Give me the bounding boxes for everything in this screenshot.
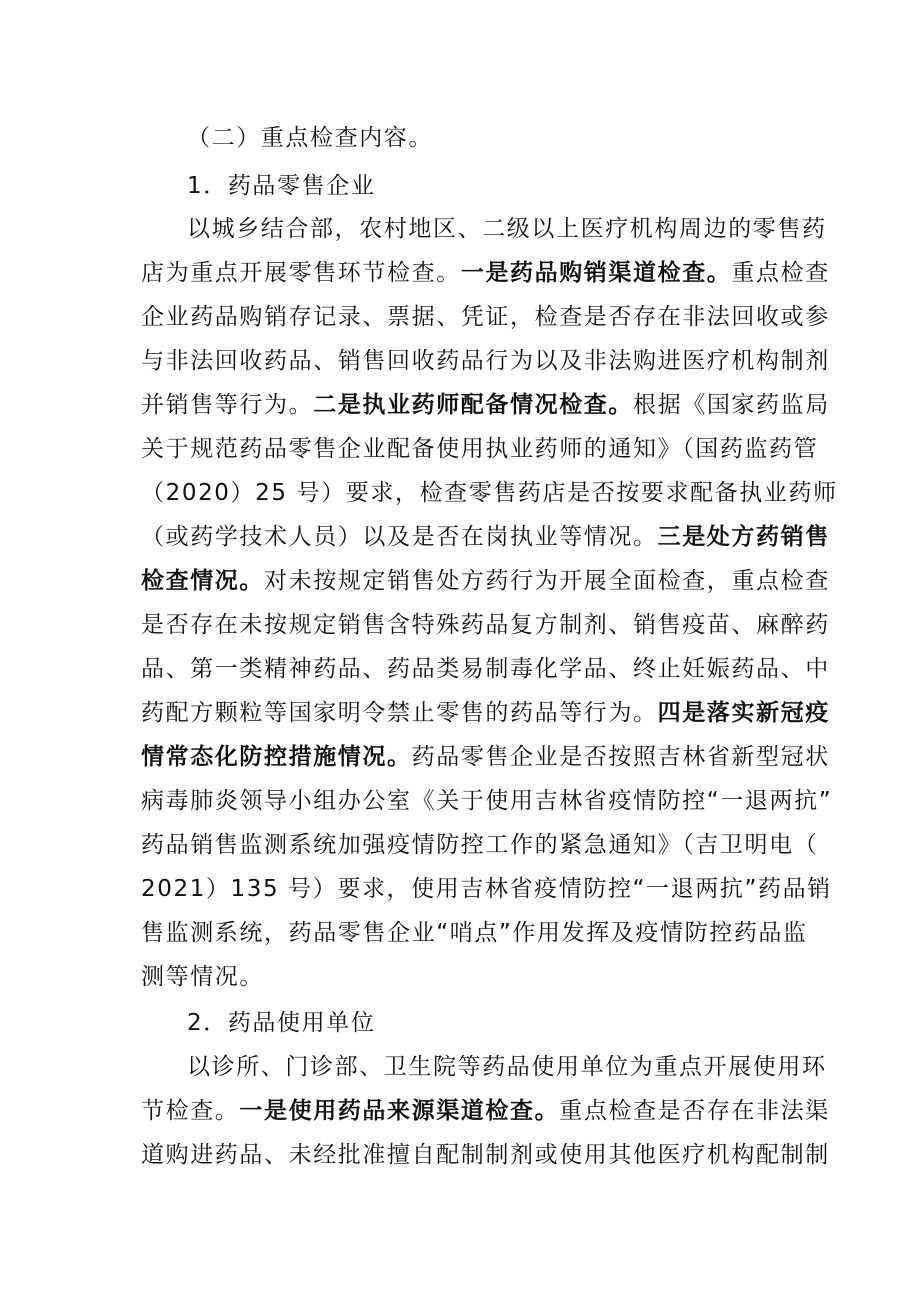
paragraph-line: 节检查。一是使用药品来源渠道检查。重点检查是否存在非法渠 — [141, 1098, 830, 1124]
bold-emphasis: 检查情况。 — [141, 568, 264, 594]
paragraph-line: 是否存在未按规定销售含特殊药品复方制剂、销售疫苗、麻醉药 — [141, 612, 830, 638]
paragraph-line: 企业药品购销存记录、票据、凭证，检查是否存在非法回收或参 — [141, 304, 830, 330]
bold-emphasis: 四是落实新冠疫 — [657, 700, 830, 726]
bold-emphasis: 三是处方药销售 — [657, 524, 830, 550]
section-heading: （二）重点检查内容。 — [187, 125, 433, 151]
paragraph-line: 道购进药品、未经批准擅自配制制剂或使用其他医疗机构配制制 — [141, 1142, 830, 1168]
paragraph-line: 药配方颗粒等国家明令禁止零售的药品等行为。四是落实新冠疫 — [141, 700, 830, 726]
paragraph-line: 品、第一类精神药品、药品类易制毒化学品、终止妊娠药品、中 — [141, 656, 830, 682]
subsection-title-retail: 1．药品零售企业 — [187, 173, 376, 199]
paragraph-line: （2020）25 号）要求，检查零售药店是否按要求配备执业药师 — [141, 480, 838, 506]
bold-emphasis: 情常态化防控措施情况。 — [141, 744, 412, 770]
paragraph-line: 店为重点开展零售环节检查。一是药品购销渠道检查。重点检查 — [141, 260, 830, 286]
paragraph-line: 售监测系统，药品零售企业“哨点”作用发挥及疫情防控药品监 — [141, 920, 808, 946]
paragraph-line: 情常态化防控措施情况。药品零售企业是否按照吉林省新型冠状 — [141, 744, 830, 770]
paragraph-line: 与非法回收药品、销售回收药品行为以及非法购进医疗机构制剂 — [141, 348, 830, 374]
paragraph-line: 以城乡结合部，农村地区、二级以上医疗机构周边的零售药 — [187, 216, 827, 242]
bold-emphasis: 一是药品购销渠道检查。 — [460, 260, 732, 286]
subsection-title-usage: 2．药品使用单位 — [187, 1010, 376, 1036]
paragraph-line: 以诊所、门诊部、卫生院等药品使用单位为重点开展使用环 — [187, 1054, 827, 1080]
paragraph-line: 关于规范药品零售企业配备使用执业药师的通知》（国药监药管 — [141, 436, 819, 462]
paragraph-line: （或药学技术人员）以及是否在岗执业等情况。三是处方药销售 — [141, 524, 830, 550]
paragraph-line: 病毒肺炎领导小组办公室《关于使用吉林省疫情防控“一退两抗” — [141, 788, 833, 814]
paragraph-line: 检查情况。对未按规定销售处方药行为开展全面检查，重点检查 — [141, 568, 830, 594]
paragraph-line: 2021）135 号）要求，使用吉林省疫情防控“一退两抗”药品销 — [141, 876, 832, 902]
paragraph-line: 药品销售监测系统加强疫情防控工作的紧急通知》（吉卫明电（ — [141, 832, 819, 858]
paragraph-line: 并销售等行为。二是执业药师配备情况检查。根据《国家药监局 — [141, 392, 830, 418]
paragraph-line: 测等情况。 — [141, 964, 264, 990]
bold-emphasis: 一是使用药品来源渠道检查。 — [239, 1098, 560, 1124]
bold-emphasis: 二是执业药师配备情况检查。 — [313, 392, 634, 418]
